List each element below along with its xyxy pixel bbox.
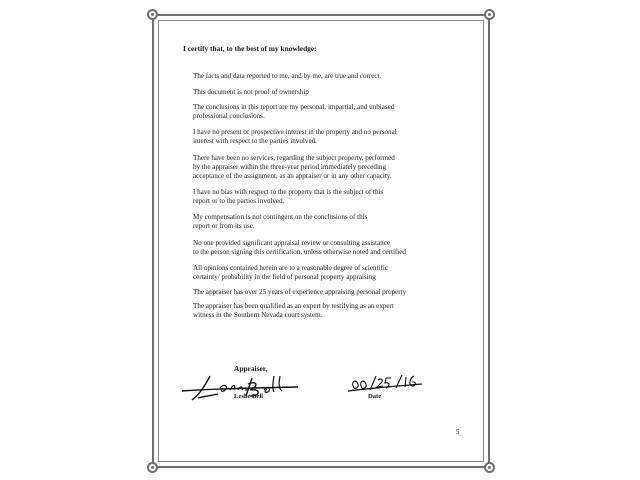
statement-line: This document is not proof of ownership xyxy=(193,88,309,96)
statement-line: All opinions contained herein are to a reasonable degree of scientific xyxy=(193,264,388,272)
statement-line: by the appraiser within the three-year period immediately preceding xyxy=(193,163,387,172)
statement-line: The facts and data reported to me, and by me, are true and correct. xyxy=(193,72,382,80)
statement-line: No one provided significant appraisal review or consulting assistance xyxy=(193,239,390,247)
statement-line: I have no present or prospective interest in the property and no personal xyxy=(193,128,397,136)
statement-line: report or from its use. xyxy=(193,222,255,231)
statement-line: I have no bias with respect to the property that is the subject of this xyxy=(193,188,384,196)
corner-ornament-top-right xyxy=(484,9,495,20)
statement-line: The conclusions in this report are my personal, impartial, and unbiased xyxy=(193,103,395,111)
statement-line: witness in the Southern Nevada court system. xyxy=(193,311,323,320)
corner-ornament-bottom-right xyxy=(484,462,495,473)
statement-line: professional conclusions. xyxy=(193,112,265,121)
signer-name: Leslie Bell xyxy=(234,393,264,400)
statement-2 xyxy=(193,88,309,97)
page-number: 5 xyxy=(456,428,460,436)
statement-1 xyxy=(193,72,381,81)
statement-8 xyxy=(193,239,406,257)
statement-10 xyxy=(193,288,406,297)
appraiser-title: Appraiser, xyxy=(234,364,268,373)
statement-line: to the person signing this certification, unless otherwise noted and certified xyxy=(193,248,406,257)
statement-3 xyxy=(193,103,394,121)
statement-11 xyxy=(193,302,394,320)
date-label: Date xyxy=(368,393,382,400)
statement-6 xyxy=(193,188,383,206)
statement-line: report or to the parties involved. xyxy=(193,197,285,206)
statement-5 xyxy=(193,154,395,182)
handwritten-date xyxy=(346,372,424,398)
statement-line: The appraiser has over 25 years of experience appraising personal property xyxy=(193,288,407,296)
corner-ornament-top-left xyxy=(147,9,158,20)
statement-9 xyxy=(193,264,388,282)
statement-line: certainty/ probability in the field of personal property appraising xyxy=(193,273,376,282)
statement-line: There have been no services, regarding the subject property, performed xyxy=(193,154,395,162)
statement-line: acceptance of the assignment, as an appraiser or in any other capacity. xyxy=(193,172,392,181)
statement-4 xyxy=(193,128,397,146)
statement-line: The appraiser has been qualified as an expert by testifying as an expert xyxy=(193,302,394,310)
statement-line: interest with respect to the parties involved. xyxy=(193,137,317,146)
corner-ornament-bottom-left xyxy=(147,462,158,473)
certification-heading: I certify that, to the best of my knowledge: xyxy=(183,44,317,53)
statement-7 xyxy=(193,213,367,231)
statement-line: My compensation is not contingent on the conclusions of this xyxy=(193,213,368,221)
